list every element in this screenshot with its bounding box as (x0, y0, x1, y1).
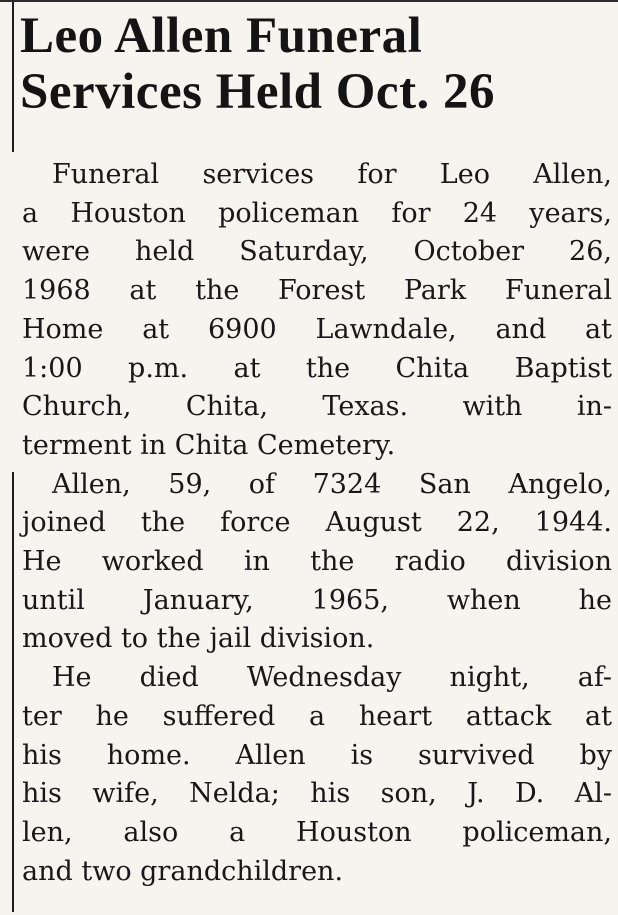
text-line: Home at 6900 Lawndale, and at (22, 313, 612, 345)
text-line: He worked in the radio division (22, 546, 612, 578)
text-line: his wife, Nelda; his son, J. D. Al- (22, 778, 612, 810)
text-line: ter he suffered a heart attack at (22, 700, 612, 732)
text-line: 1968 at the Forest Park Funeral (22, 275, 612, 307)
text-line: a Houston policeman for 24 years, (22, 197, 612, 229)
text-line: len, also a Houston policeman, (22, 816, 612, 848)
text-line: and two grandchildren. (22, 855, 344, 887)
text-line: Allen, 59, of 7324 San Angelo, (52, 468, 612, 500)
text-line: Funeral services for Leo Allen, (52, 159, 612, 190)
text-line: 1:00 p.m. at the Chita Baptist (22, 352, 612, 384)
paragraph-1 (22, 156, 612, 466)
headline (20, 8, 614, 120)
text-line: joined the force August 22, 1944. (22, 507, 612, 539)
top-border (0, 0, 618, 2)
paragraph-3 (22, 659, 612, 891)
article-body (22, 156, 612, 891)
column-rule-top (12, 2, 14, 152)
text-line: were held Saturday, October 26, (22, 236, 612, 268)
text-line: until January, 1965, when he (22, 584, 612, 616)
text-line: terment in Chita Cemetery. (22, 429, 396, 461)
paragraph-2 (22, 466, 612, 660)
text-line: moved to the jail division. (22, 623, 375, 655)
column-rule-bottom (12, 472, 14, 912)
headline-line-1: Leo Allen Funeral (20, 8, 423, 64)
text-line: He died Wednesday night, af- (52, 662, 612, 694)
text-line: his home. Allen is survived by (22, 739, 612, 771)
headline-line-2: Services Held Oct. 26 (20, 64, 496, 120)
text-line: Church, Chita, Texas. with in- (22, 391, 612, 423)
